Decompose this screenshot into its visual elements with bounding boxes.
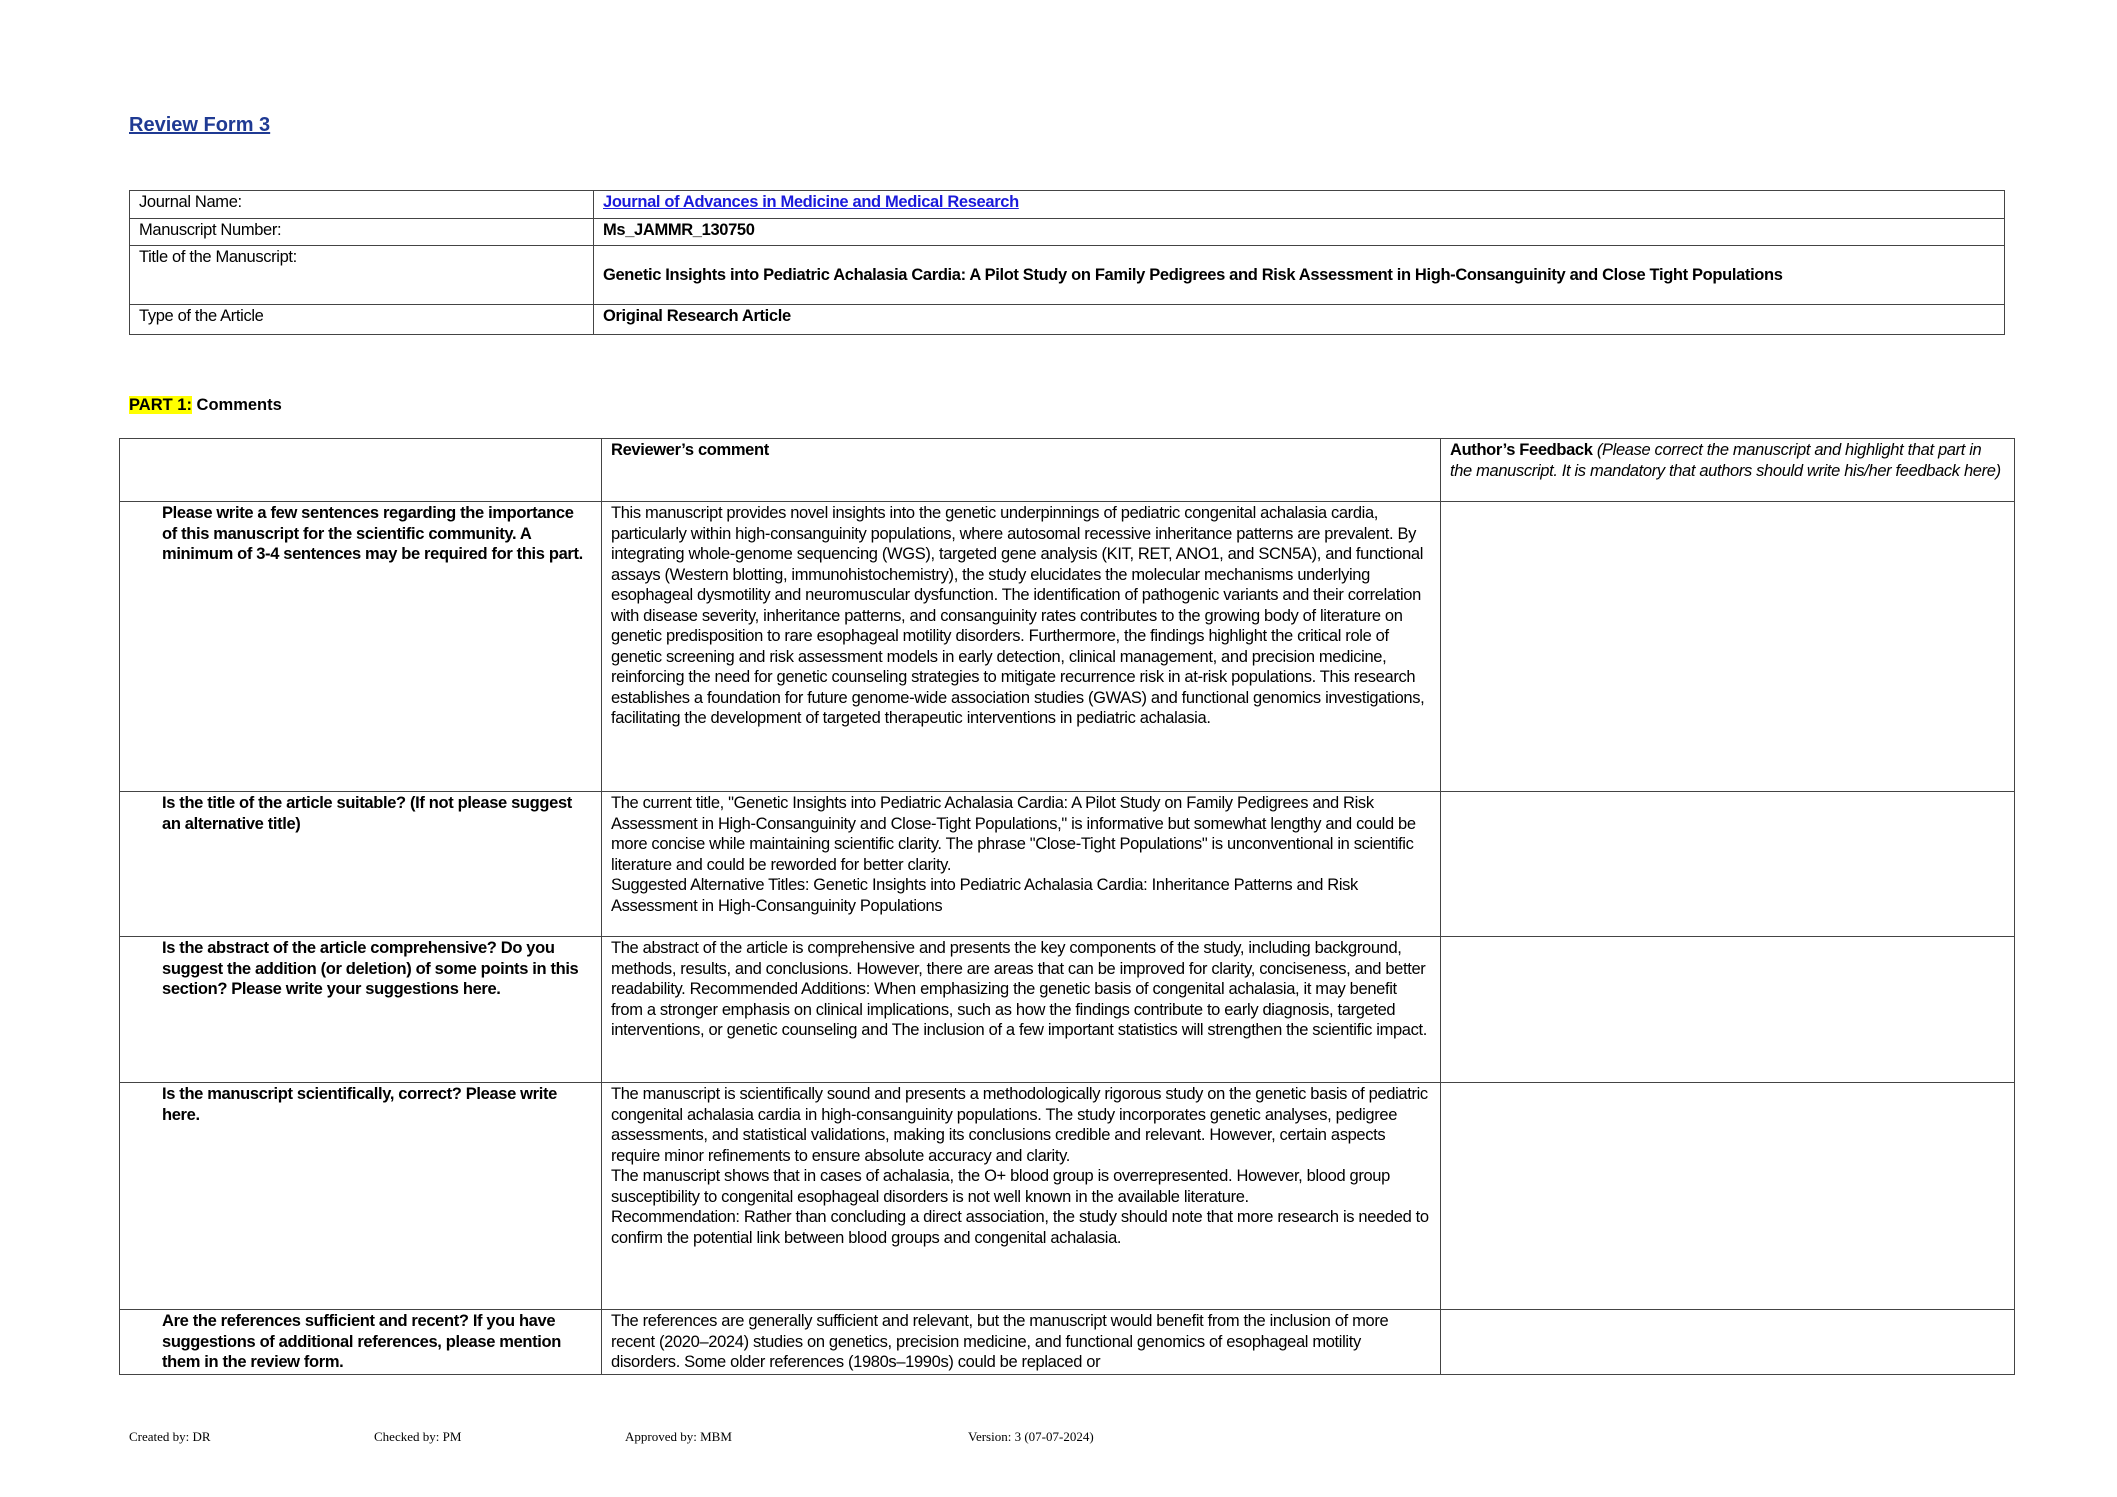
question: Are the references sufficient and recent? If you have suggestions of additional references, please mention them in the review form.: [120, 1310, 602, 1375]
author-feedback-title: Author’s Feedback: [1450, 441, 1593, 459]
comment-paragraph: The references are generally sufficient and relevant, but the manuscript would benefit from the inclusion of more recent (2020–2024) studies on genetics, precision medicine, and functional genomics of esophageal motility disorders. Some older references (1980s–1990s) could be replaced or: [611, 1312, 1389, 1371]
footer-checked-by: Checked by: PM: [374, 1429, 462, 1444]
table-row: [120, 1310, 2015, 1375]
journal-link[interactable]: Journal of Advances in Medicine and Medical Research: [603, 193, 1019, 211]
author-feedback-note: (Please correct the manuscript and highlight that part in the manuscript. It is mandatory that authors should write his/her feedback here): [1450, 441, 2001, 480]
part-heading: [129, 396, 282, 415]
author-feedback-cell[interactable]: [1441, 1310, 2015, 1375]
manuscript-title-value: Genetic Insights into Pediatric Achalasia Cardia: A Pilot Study on Family Pedigrees and Risk Assessment in High-Consanguinity and Close Tight Populations: [594, 246, 2005, 305]
reviewer-comment: [602, 1083, 1441, 1310]
footer-approved-by: Approved by: MBM: [625, 1429, 732, 1444]
comment-paragraph: The abstract of the article is comprehensive and presents the key components of the study, including background, methods, results, and conclusions. However, there are areas that can be improved for clarity, conciseness, and better readability. Recommended Additions: When emphasizing the genetic basis of congenital achalasia, it may benefit from a stronger emphasis on clinical implications, such as how the findings contribute to early diagnosis, targeted interventions, or genetic counseling and The inclusion of a few important statistics will strengthen the scientific impact.: [611, 939, 1427, 1039]
question: Is the abstract of the article comprehensive? Do you suggest the addition (or deletion) of some points in this section? Please write your suggestions here.: [120, 937, 602, 1083]
reviewer-comment: [602, 1310, 1441, 1375]
reviewer-comment: [602, 937, 1441, 1083]
part-title: Comments: [196, 396, 282, 414]
author-feedback-cell[interactable]: [1441, 1083, 2015, 1310]
comment-paragraph: Suggested Alternative Titles: Genetic Insights into Pediatric Achalasia Cardia: Inheritance Patterns and Risk Assessment in High-Consanguinity Populations: [611, 876, 1358, 915]
manuscript-number-value: Ms_JAMMR_130750: [594, 219, 2005, 246]
comment-paragraph: Recommendation: Rather than concluding a direct association, the study should note that more research is needed to confirm the potential link between blood groups and congenital achalasia.: [611, 1208, 1429, 1247]
question: Please write a few sentences regarding the importance of this manuscript for the scientific community. A minimum of 3-4 sentences may be required for this part.: [120, 502, 602, 792]
comment-paragraph: The manuscript is scientifically sound and presents a methodologically rigorous study on the genetic basis of pediatric congenital achalasia cardia in high-consanguinity populations. The study incorporates genetic analyses, pedigree assessments, and statistical validations, making its conclusions credible and relevant. However, certain aspects require minor refinements to ensure absolute accuracy and clarity.: [611, 1085, 1428, 1165]
article-type-label: Type of the Article: [130, 305, 594, 335]
table-row: [120, 1083, 2015, 1310]
manuscript-info-table: [129, 190, 2005, 335]
header-author-feedback: [1441, 439, 2015, 502]
header-reviewer-comment: Reviewer’s comment: [602, 439, 1441, 502]
author-feedback-cell[interactable]: [1441, 937, 2015, 1083]
reviewer-comment: [602, 792, 1441, 937]
footer-created-by: Created by: DR: [129, 1429, 211, 1444]
author-feedback-cell[interactable]: [1441, 792, 2015, 937]
comment-paragraph: The current title, "Genetic Insights into Pediatric Achalasia Cardia: A Pilot Study on Family Pedigrees and Risk Assessment in High-Consanguinity and Close-Tight Populations," is informative but somewhat lengthy and could be more concise while maintaining scientific clarity. The phrase "Close-Tight Populations" is unconventional in scientific literature and could be reworded for better clarity.: [611, 794, 1416, 874]
reviewer-comment: [602, 502, 1441, 792]
journal-label: Journal Name:: [130, 191, 594, 219]
manuscript-number-label: Manuscript Number:: [130, 219, 594, 246]
form-title[interactable]: Review Form 3: [129, 114, 271, 136]
question: Is the manuscript scientifically, correct? Please write here.: [120, 1083, 602, 1310]
footer-version: Version: 3 (07-07-2024): [968, 1429, 1094, 1444]
comment-paragraph: This manuscript provides novel insights into the genetic underpinnings of pediatric congenital achalasia cardia, particularly within high-consanguinity populations, where autosomal recessive inheritance patterns are prevalent. By integrating whole-genome sequencing (WGS), targeted gene analysis (KIT, RET, ANO1, and SCN5A), and functional assays (Western blotting, immunohistochemistry), the study elucidates the molecular mechanisms underlying esophageal dysmotility and neuromuscular dysfunction. The identification of pathogenic variants and their correlation with disease severity, inheritance patterns, and consanguinity rates contributes to the growing body of literature on genetic predisposition to rare esophageal motility disorders. Furthermore, the findings highlight the critical role of genetic screening and risk assessment models in early detection, clinical management, and precision medicine, reinforcing the need for genetic counseling strategies to mitigate recurrence risk in at-risk populations. This research establishes a foundation for future genome-wide association studies (GWAS) and functional genomics investigations, facilitating the development of targeted therapeutic interventions in pediatric achalasia.: [611, 504, 1425, 727]
question: Is the title of the article suitable? (If not please suggest an alternative title): [120, 792, 602, 937]
header-empty: [120, 439, 602, 502]
part-label: PART 1:: [129, 396, 192, 414]
table-row: [120, 792, 2015, 937]
comment-paragraph: The manuscript shows that in cases of achalasia, the O+ blood group is overrepresented. However, blood group susceptibility to congenital esophageal disorders is not well known in the available literature.: [611, 1167, 1390, 1206]
article-type-value: Original Research Article: [594, 305, 2005, 335]
table-row: [120, 937, 2015, 1083]
manuscript-title-label: Title of the Manuscript:: [130, 246, 594, 305]
table-row: [120, 502, 2015, 792]
comments-table: [119, 438, 2015, 1375]
author-feedback-cell[interactable]: [1441, 502, 2015, 792]
